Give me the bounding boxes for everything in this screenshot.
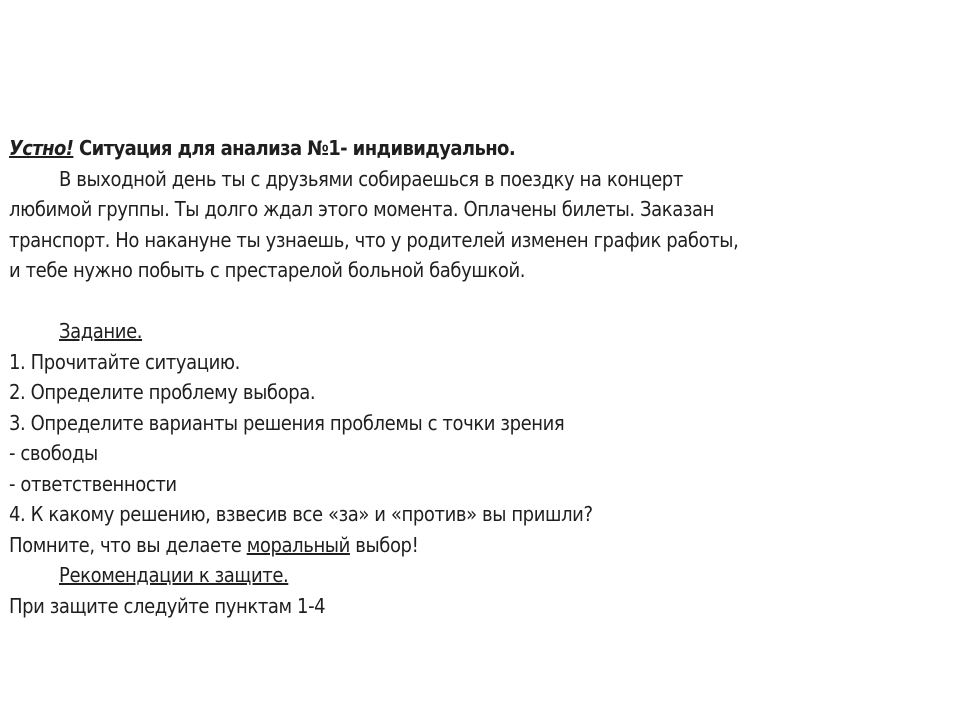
- situation-title: Ситуация для анализа №1- индивидуально.: [73, 136, 516, 160]
- situation-line: и тебе нужно побыть с престарелой больной бабушкой.: [9, 258, 526, 282]
- recommendations-heading: [9, 560, 954, 591]
- recommendations-text: При защите следуйте пунктам 1-4: [9, 593, 326, 618]
- situation-heading: [9, 133, 954, 164]
- task-item: - свободы: [9, 441, 98, 465]
- reminder-emphasis: моральный: [246, 532, 350, 557]
- oral-label: Устно!: [9, 136, 74, 160]
- task-item: 2. Определите проблему выбора.: [9, 380, 316, 404]
- task-item: - ответственности: [9, 471, 177, 496]
- moral-choice-reminder: [9, 530, 954, 561]
- blank-line: [9, 286, 954, 317]
- slide-text-block: [9, 133, 954, 621]
- situation-line: В выходной день ты с друзьями собираешься в поездку на концерт: [59, 166, 683, 191]
- task-item: 4. К какому решению, взвесив все «за» и «против» вы пришли?: [9, 502, 593, 526]
- situation-line: транспорт. Но накануне ты узнаешь, что у родителей изменен график работы,: [9, 227, 739, 252]
- reminder-text: Помните, что вы делаете: [9, 532, 247, 557]
- task-title: Задание.: [59, 319, 143, 343]
- reminder-text-end: выбор!: [349, 532, 419, 557]
- task-heading: [9, 316, 954, 347]
- situation-line: любимой группы. Ты долго ждал этого момента. Оплачены билеты. Заказан: [9, 197, 715, 221]
- task-item: 3. Определите варианты решения проблемы с точки зрения: [9, 410, 565, 435]
- recommendations-title: Рекомендации к защите.: [59, 563, 289, 587]
- task-item: 1. Прочитайте ситуацию.: [9, 349, 240, 374]
